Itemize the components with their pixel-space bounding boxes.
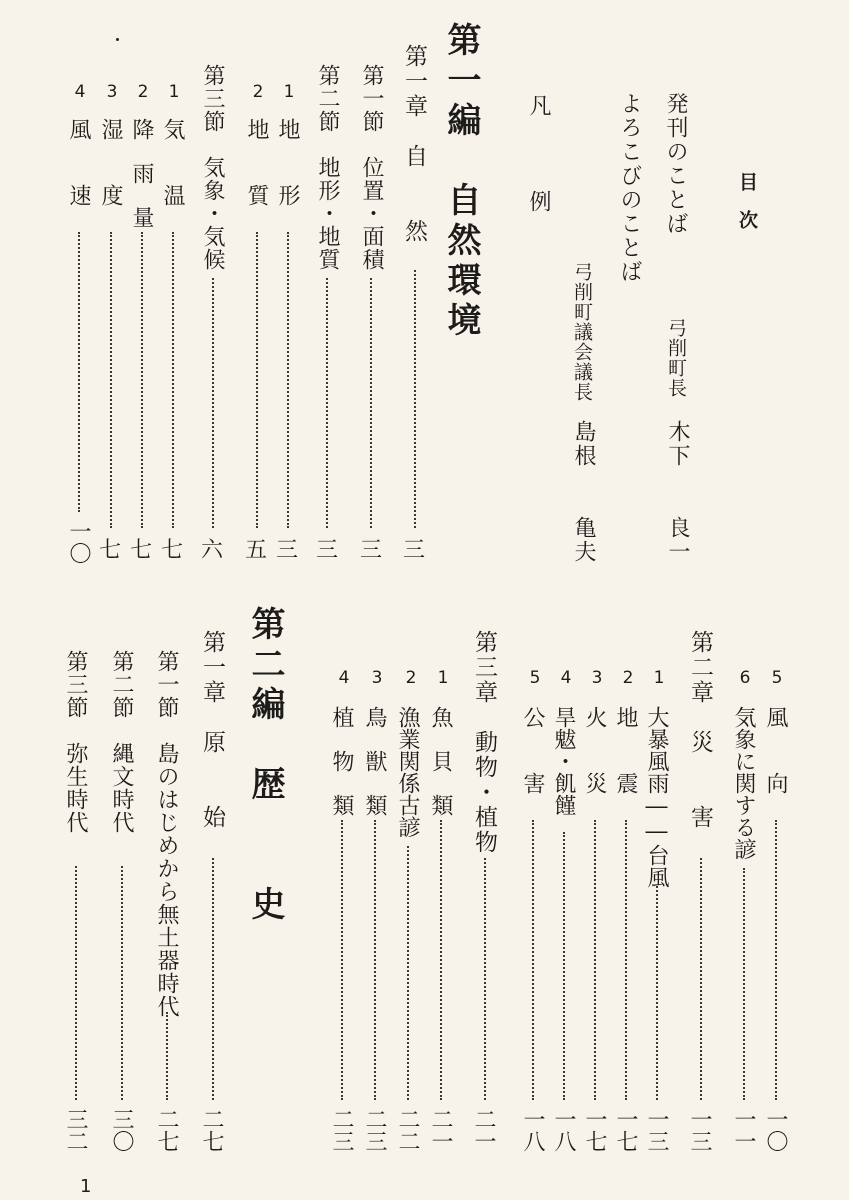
page-number: 一一 (731, 1108, 756, 1152)
page-number: 二一 (428, 1108, 453, 1152)
leader-dots (166, 1012, 168, 1100)
part1-sec1[interactable]: 第一節 位置・面積 (359, 64, 384, 271)
page-number: 三 (316, 538, 339, 563)
front-item-preface-label[interactable]: 発刊のことば (663, 92, 688, 236)
page-number: 六 (201, 538, 224, 563)
item-number: 1 (279, 82, 299, 102)
item-number: 1 (649, 668, 669, 688)
part1-sec2-item1[interactable]: 地 形 (275, 118, 300, 206)
part1-ch2-item1[interactable]: 大暴風雨――台風 (644, 706, 669, 888)
page-number: 七 (161, 538, 184, 563)
item-number: 3 (587, 668, 607, 688)
part1-ch3-item2[interactable]: 漁業関係古諺 (395, 706, 420, 838)
page-number: 一七 (582, 1108, 607, 1152)
page-number: 三〇 (109, 1108, 134, 1152)
item-number: 2 (618, 668, 638, 688)
stray-mark (116, 38, 119, 41)
part1-sec2[interactable]: 第二節 地形・地質 (315, 64, 340, 271)
part1-sec3-item4[interactable]: 風 速 (66, 118, 91, 206)
part1-chapter3[interactable]: 第三章 動物・植物 (471, 630, 497, 855)
page-number: 七 (99, 538, 122, 563)
part1-title: 第一編 自然環境 (441, 22, 481, 342)
page-number: 五 (245, 538, 268, 563)
front-item-greeting-label[interactable]: よろこびのことば (617, 92, 642, 284)
page-number: 一三 (687, 1108, 712, 1152)
page-number: 七 (130, 538, 153, 563)
part1-sec3-item5[interactable]: 風 向 (763, 706, 788, 794)
leader-dots (212, 278, 214, 528)
part1-chapter1[interactable]: 第一章 自 然 (401, 44, 427, 244)
leader-dots (775, 820, 777, 1100)
part1-sec2-item2[interactable]: 地 質 (244, 118, 269, 206)
part1-ch2-item3[interactable]: 火 災 (582, 706, 607, 794)
part2-chapter1[interactable]: 第一章 原 始 (199, 630, 225, 830)
page-number: 二三 (329, 1108, 354, 1152)
leader-dots (212, 858, 214, 1100)
item-number: 4 (334, 668, 354, 688)
page-number: 一七 (613, 1108, 638, 1152)
item-number: 1 (164, 82, 184, 102)
front-item-preface-role: 弓削町長 (665, 318, 687, 398)
part1-sec3[interactable]: 第三節 気象・気候 (200, 64, 225, 271)
part1-sec3-item6[interactable]: 気象に関する諺 (731, 706, 756, 860)
item-number: 4 (70, 82, 90, 102)
leader-dots (75, 866, 77, 1100)
part1-sec3-item1[interactable]: 気 温 (160, 118, 185, 206)
page-number: 一〇 (763, 1108, 788, 1152)
part1-ch3-item4[interactable]: 植 物 類 (329, 706, 354, 816)
page-number: 三 (403, 538, 426, 563)
front-item-notes-label[interactable]: 凡 例 (526, 94, 551, 222)
item-number: 3 (367, 668, 387, 688)
part2-sec2[interactable]: 第二節 縄文時代 (109, 650, 134, 834)
page-number: 三 (276, 538, 299, 563)
item-number: 4 (556, 668, 576, 688)
leader-dots (370, 278, 372, 528)
leader-dots (656, 886, 658, 1100)
page-number: 二七 (154, 1108, 179, 1152)
front-item-preface-name: 木下 良一 (665, 420, 690, 564)
part1-sec3-item2[interactable]: 降 雨 量 (129, 118, 154, 228)
leader-dots (440, 820, 442, 1100)
leader-dots (121, 866, 123, 1100)
part1-ch2-item2[interactable]: 地 震 (613, 706, 638, 794)
leader-dots (287, 232, 289, 528)
leader-dots (563, 832, 565, 1100)
leader-dots (625, 820, 627, 1100)
front-item-greeting-name: 島根 亀夫 (571, 420, 596, 564)
leader-dots (78, 232, 80, 512)
page-number: 一三 (644, 1108, 669, 1152)
leader-dots (414, 270, 416, 528)
leader-dots (700, 858, 702, 1100)
page-number: 一〇 (66, 520, 91, 564)
leader-dots (407, 846, 409, 1100)
page-number: 二三 (362, 1108, 387, 1152)
item-number: 5 (525, 668, 545, 688)
part2-sec3[interactable]: 第三節 弥生時代 (63, 650, 88, 834)
leader-dots (532, 820, 534, 1100)
leader-dots (743, 868, 745, 1100)
front-item-greeting-role: 弓削町議会議長 (571, 262, 593, 402)
page-folio: 1 (80, 1176, 92, 1197)
leader-dots (326, 278, 328, 528)
page-number: 一八 (520, 1108, 545, 1152)
item-number: 6 (735, 668, 755, 688)
part1-ch3-item3[interactable]: 鳥 獣 類 (362, 706, 387, 816)
part1-sec3-item3[interactable]: 湿 度 (98, 118, 123, 206)
part1-ch3-item1[interactable]: 魚 貝 類 (428, 706, 453, 816)
page-number: 二二 (395, 1108, 420, 1152)
item-number: 2 (401, 668, 421, 688)
page-number: 三二 (63, 1108, 88, 1152)
leader-dots (484, 858, 486, 1100)
item-number: 2 (133, 82, 153, 102)
page-number: 二七 (199, 1108, 224, 1152)
leader-dots (172, 232, 174, 528)
item-number: 2 (248, 82, 268, 102)
part1-ch2-item5[interactable]: 公 害 (520, 706, 545, 794)
part2-sec1[interactable]: 第一節 島のはじめから無土器時代 (154, 650, 179, 1018)
part1-ch2-item4[interactable]: 旱魃・飢饉 (551, 706, 576, 816)
item-number: 1 (433, 668, 453, 688)
leader-dots (110, 232, 112, 528)
page-number: 二一 (471, 1108, 496, 1152)
leader-dots (341, 820, 343, 1100)
toc-title: 目 次 (736, 172, 758, 229)
page-number: 三 (360, 538, 383, 563)
part2-title: 第二編 歴 史 (245, 606, 285, 926)
item-number: 5 (767, 668, 787, 688)
leader-dots (594, 820, 596, 1100)
leader-dots (374, 820, 376, 1100)
page-number: 一八 (551, 1108, 576, 1152)
part1-chapter2[interactable]: 第二章 災 害 (687, 630, 713, 830)
leader-dots (256, 232, 258, 528)
item-number: 3 (102, 82, 122, 102)
leader-dots (141, 232, 143, 528)
